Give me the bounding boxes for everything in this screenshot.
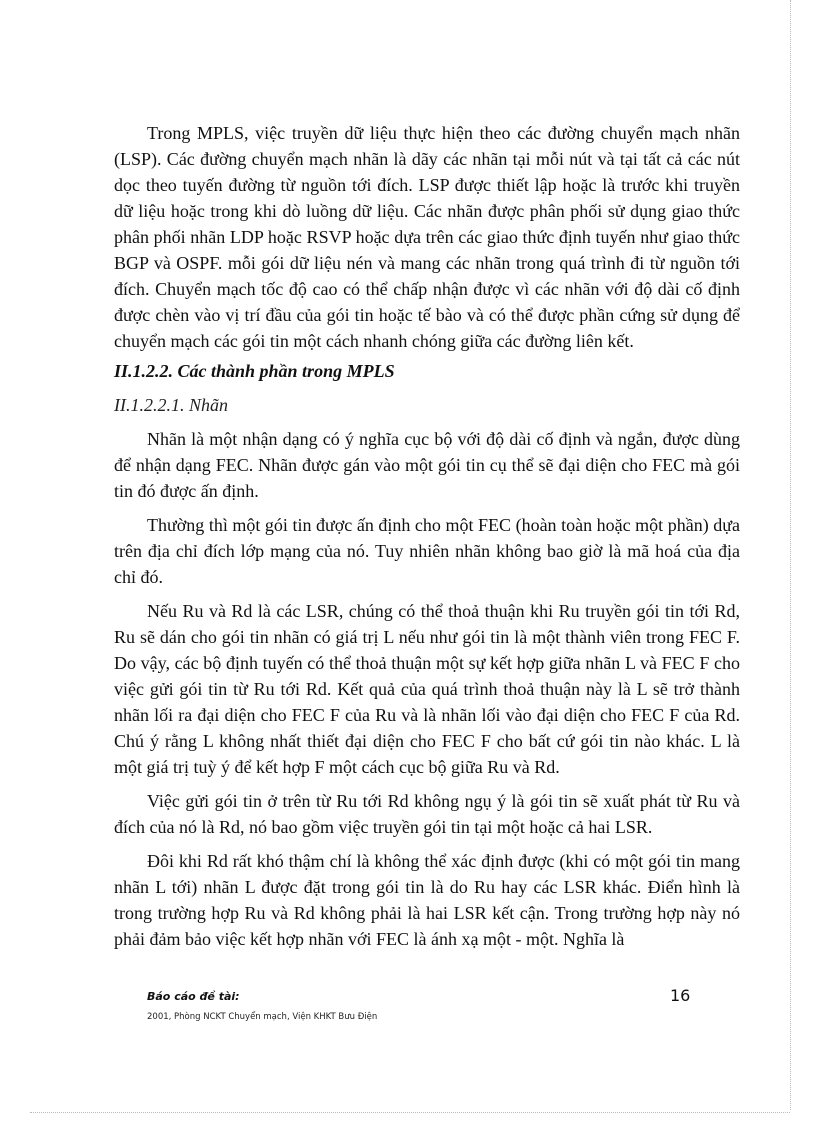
footer-organization: 2001, Phòng NCKT Chuyển mạch, Viện KHKT Bưu Điện	[147, 1012, 378, 1022]
paragraph-fec-assignment: Thường thì một gói tin được ấn định cho một FEC (hoàn toàn hoặc một phần) dựa trên địa chỉ đích lớp mạng của nó. Tuy nhiên nhãn không bao giờ là mã hoá của địa chỉ đó.	[114, 515, 740, 587]
margin-guide-right	[790, 0, 791, 1110]
footer-label: Báo cáo đề tài:	[147, 990, 240, 1003]
paragraph-ru-rd: Nếu Ru và Rd là các LSR, chúng có thể thoả thuận khi Ru truyền gói tin tới Rd, Ru sẽ dán cho gói tin nhãn có giá trị L nếu như gói tin là một thành viên trong FEC F. Do vậy, các bộ định tuyến có thể thoả thuận một sự kết hợp giữa nhãn L và FEC F cho việc gửi gói tin từ Ru tới Rd. Kết quả của quá trình thoả thuận này là L sẽ trở thành nhãn lối ra đại diện cho FEC F của Ru và là nhãn lối vào đại diện cho FEC F của Rd. Chú ý rằng L không nhất thiết đại diện cho FEC F cho bất cứ gói tin nào khác. L là một giá trị tuỳ ý để kết hợp F một cách cục bộ giữa Ru và Rd.	[114, 601, 740, 777]
section-heading: II.1.2.2. Các thành phần trong MPLS	[114, 361, 395, 381]
body-text	[114, 120, 740, 952]
paragraph-label-definition: Nhãn là một nhận dạng có ý nghĩa cục bộ với độ dài cố định và ngắn, được dùng để nhận dạng FEC. Nhãn được gán vào một gói tin cụ thể sẽ đại diện cho FEC mà gói tin đó được ấn định.	[114, 429, 740, 501]
margin-guide-bottom	[30, 1112, 790, 1113]
page-number: 16	[670, 986, 691, 1005]
paragraph-forwarding: Việc gửi gói tin ở trên từ Ru tới Rd không ngụ ý là gói tin sẽ xuất phát từ Ru và đích của nó là Rd, nó bao gồm việc truyền gói tin tại một hoặc cả hai LSR.	[114, 791, 740, 837]
paragraph-intro: Trong MPLS, việc truyền dữ liệu thực hiện theo các đường chuyển mạch nhãn (LSP). Các đường chuyển mạch nhãn là dãy các nhãn tại mỗi nút và tại tất cả các nút dọc theo tuyến đường từ nguồn tới đích. LSP được thiết lập hoặc là trước khi truyền dữ liệu hoặc trong khi dò luồng dữ liệu. Các nhãn được phân phối sử dụng giao thức phân phối nhãn LDP hoặc RSVP hoặc dựa trên các giao thức định tuyến như giao thức BGP và OSPF. mỗi gói dữ liệu nén và mang các nhãn trong quá trình đi từ nguồn tới đích. Chuyển mạch tốc độ cao có thể chấp nhận được vì các nhãn với độ dài cố định được chèn vào vị trí đầu của gói tin hoặc tế bào và có thể được phần cứng sử dụng để chuyển mạch các gói tin một cách nhanh chóng giữa các đường liên kết.	[114, 123, 740, 351]
subsection-heading: II.1.2.2.1. Nhãn	[114, 395, 228, 415]
paragraph-ambiguity: Đôi khi Rd rất khó thậm chí là không thể xác định được (khi có một gói tin mang nhãn L tới) nhãn L được đặt trong gói tin là do Ru hay các LSR khác. Điển hình là trong trường hợp Ru và Rd không phải là hai LSR kết cận. Trong trường hợp này nó phải đảm bảo việc kết hợp nhãn với FEC là ánh xạ một - một. Nghĩa là	[114, 851, 740, 949]
